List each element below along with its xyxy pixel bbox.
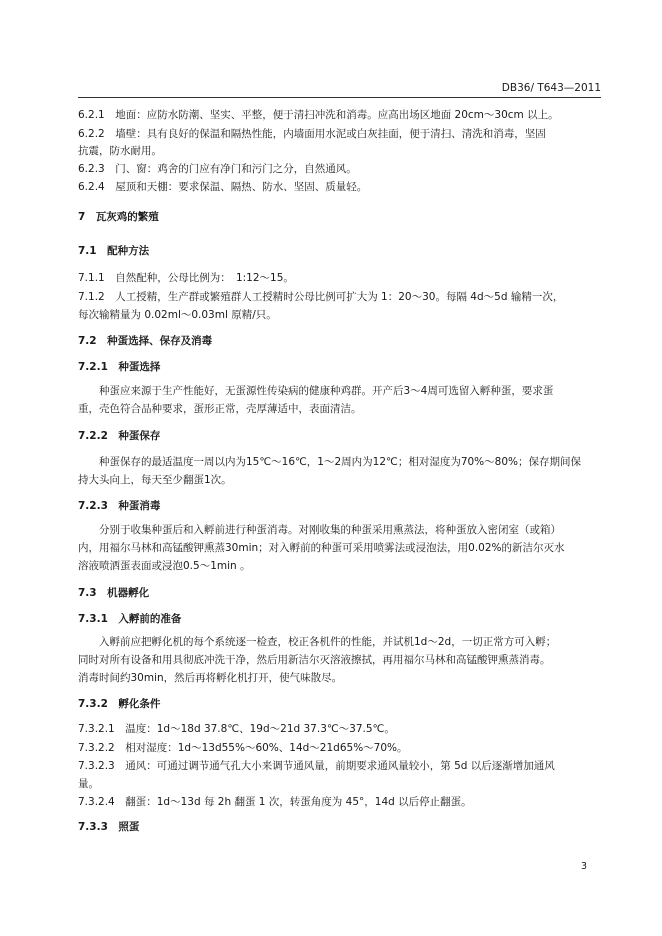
- paragraph-line: 分别于收集种蛋后和入孵前进行种蛋消毒。对刚收集的种蛋采用熏蒸法，将种蛋放入密闭室（或箱）: [78, 524, 561, 536]
- section-7-1-heading: 7.1 配种方法: [78, 245, 150, 257]
- clause-6-2-2: 6.2.2 墙壁：具有良好的保温和隔热性能，内墙面用水泥或白灰挂面，便于清扫、清洗和消毒，坚固: [78, 128, 546, 140]
- clause-7-3-3-heading: 7.3.3 照蛋: [78, 821, 140, 833]
- section-7-2-heading: 7.2 种蛋选择、保存及消毒: [78, 335, 213, 347]
- clause-7-3-2-4: 7.3.2.4 翻蛋：1d～13d 每 2h 翻蛋 1 次，转蛋角度为 45°，14d 以后停止翻蛋。: [78, 796, 472, 808]
- clause-7-3-2-3: 7.3.2.3 通风：可通过调节通气孔大小来调节通风量，前期要求通风量较小，第 5d 以后逐渐增加通风: [78, 760, 555, 772]
- paragraph-line: 溶液喷洒蛋表面或浸泡0.5～1min 。: [78, 560, 251, 572]
- paragraph-line: 种蛋保存的最适温度一周以内为15℃～16℃，1～2周内为12℃；相对湿度为70%～80%；保存期间保: [78, 456, 581, 468]
- clause-7-2-2-heading: 7.2.2 种蛋保存: [78, 430, 161, 442]
- header-rule: [78, 97, 601, 98]
- paragraph-line: 持大头向上，每天至少翻蛋1次。: [78, 474, 232, 486]
- clause-6-2-3: 6.2.3 门、窗：鸡舍的门应有净门和污门之分，自然通风。: [78, 163, 357, 175]
- chapter-7-heading: 7 瓦灰鸡的繁殖: [78, 211, 159, 223]
- clause-7-3-2-1: 7.3.2.1 温度：1d～18d 37.8℃、19d～21d 37.3℃～37.5℃。: [78, 723, 395, 735]
- paragraph-line: 种蛋应来源于生产性能好，无蛋源性传染病的健康种鸡群。开产后3～4周可选留入孵种蛋，要求蛋: [78, 385, 554, 397]
- clause-7-3-1-heading: 7.3.1 入孵前的准备: [78, 613, 182, 625]
- paragraph-line: 消毒时间约30min，然后再将孵化机打开，使气味散尽。: [78, 672, 343, 684]
- clause-6-2-1: 6.2.1 地面：应防水防潮、坚实、平整，便于清扫冲洗和消毒。应高出场区地面 20cm～30cm 以上。: [78, 109, 559, 121]
- clause-6-2-4: 6.2.4 屋顶和天棚：要求保温、隔热、防水、坚固、质量轻。: [78, 181, 368, 193]
- paragraph-line: 内，用福尔马林和高锰酸钾熏蒸30min；对入孵前的种蛋可采用喷雾法或浸泡法，用0.02%的新洁尔灭水: [78, 542, 565, 554]
- paragraph-line: 入孵前应把孵化机的每个系统逐一检查，校正各机件的性能，并试机1d～2d，一切正常方可入孵；: [78, 636, 557, 648]
- standard-code: DB36/ T643—2011: [501, 82, 601, 94]
- clause-6-2-2-cont: 抗震，防水耐用。: [78, 145, 162, 157]
- clause-7-3-2-heading: 7.3.2 孵化条件: [78, 698, 161, 710]
- clause-7-2-1-heading: 7.2.1 种蛋选择: [78, 361, 161, 373]
- section-7-3-heading: 7.3 机器孵化: [78, 587, 150, 599]
- clause-7-3-2-2: 7.3.2.2 相对湿度：1d～13d55%～60%、14d～21d65%～70%。: [78, 742, 408, 754]
- clause-7-1-1: 7.1.1 自然配种，公母比例为： 1:12～15。: [78, 272, 294, 284]
- paragraph-line: 同时对所有设备和用具彻底冲洗干净，然后用新洁尔灭溶液擦拭，再用福尔马林和高锰酸钾熏蒸消毒。: [78, 654, 551, 666]
- page-number: 3: [580, 861, 587, 872]
- paragraph-line: 重，壳色符合品种要求，蛋形正常，壳厚薄适中，表面清洁。: [78, 403, 362, 415]
- clause-7-3-2-3-cont: 量。: [78, 778, 99, 790]
- clause-7-2-3-heading: 7.2.3 种蛋消毒: [78, 500, 161, 512]
- clause-7-1-2: 7.1.2 人工授精，生产群或繁殖群人工授精时公母比例可扩大为 1：20～30。每隔 4d～5d 输精一次，: [78, 291, 564, 303]
- clause-7-1-2-cont: 每次输精量为 0.02ml～0.03ml 原精/只。: [78, 309, 277, 321]
